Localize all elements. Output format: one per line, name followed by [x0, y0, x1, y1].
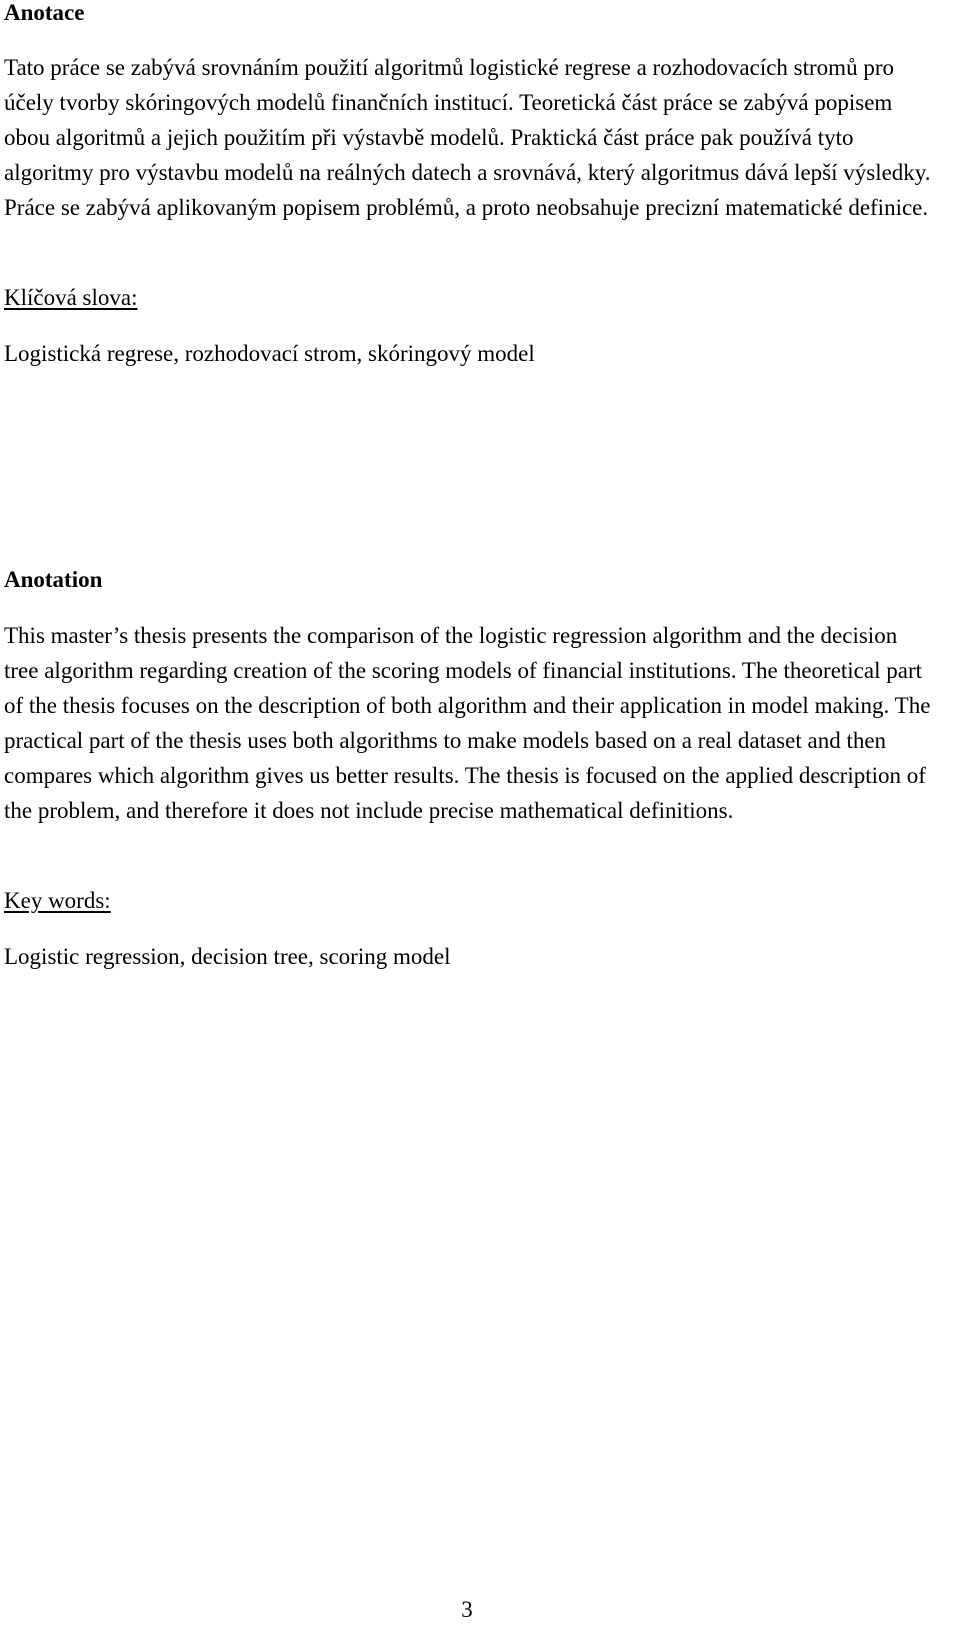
page-number: 3 — [461, 1597, 473, 1622]
english-keywords-label: Key words: — [4, 888, 111, 913]
czech-abstract-paragraph: Tato práce se zabývá srovnáním použití algoritmů logistické regrese a rozhodovacích stromů pro účely tvorby skóringových modelů finančních institucí. Teoretická část práce se zabývá popisem obou algoritmů a jejich použitím při výstavbě modelů. Praktická část práce pak používá tyto algoritmy pro výstavbu modelů na reálných datech a srovnává, který algoritmus dává lepší výsledky. Práce se zabývá aplikovaným popisem problémů, a proto neobsahuje precizní matematické definice. — [4, 55, 931, 220]
czech-keywords: Logistická regrese, rozhodovací strom, skóringový model — [4, 341, 535, 366]
english-annotation-heading: Anotation — [4, 567, 103, 592]
english-abstract-paragraph: This master’s thesis presents the comparison of the logistic regression algorithm and the decision tree algorithm regarding creation of the scoring models of financial institutions. The theoretical part of the thesis focuses on the description of both algorithm and their application in model making. The practical part of the thesis uses both algorithms to make models based on a real dataset and then compares which algorithm gives us better results. The thesis is focused on the applied description of the problem, and therefore it does not include precise mathematical definitions. — [4, 623, 931, 823]
czech-annotation-heading: Anotace — [4, 0, 85, 25]
czech-keywords-label: Klíčová slova: — [4, 285, 138, 310]
english-keywords: Logistic regression, decision tree, scoring model — [4, 944, 451, 969]
